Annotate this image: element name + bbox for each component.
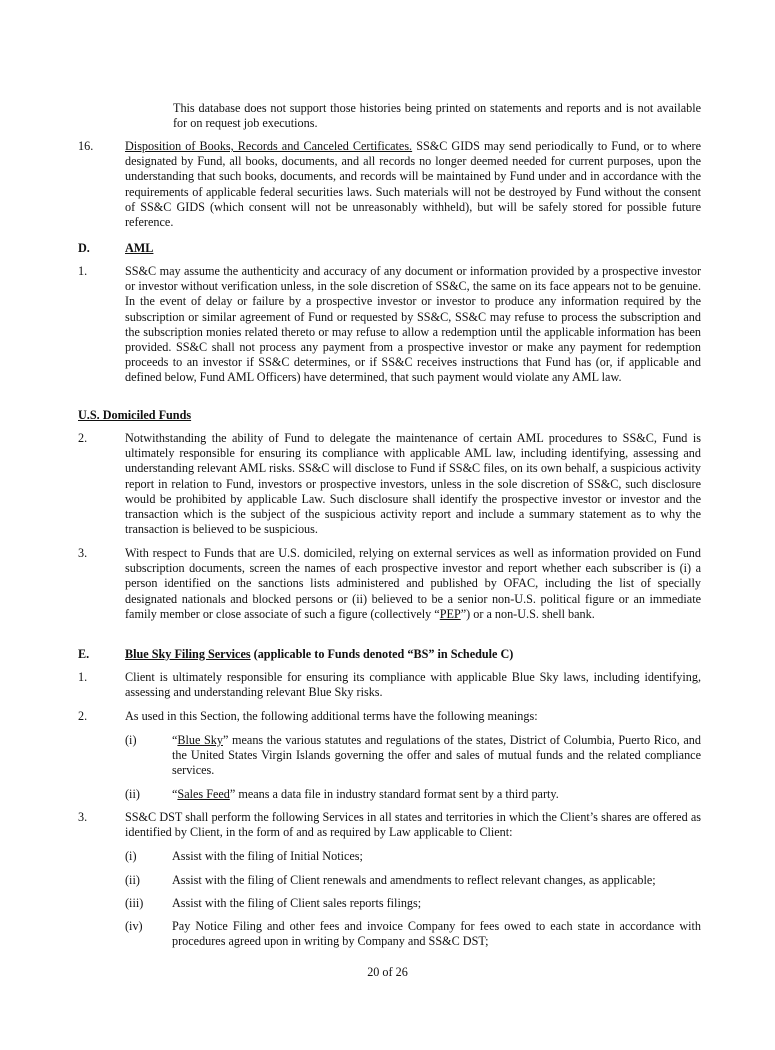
- service-item: Assist with the filing of Initial Notices;: [172, 849, 363, 863]
- quote-close: ”: [229, 787, 236, 801]
- definition-blue-sky: [172, 733, 701, 779]
- pep-term: PEP: [439, 606, 461, 621]
- section-e-heading: [125, 647, 701, 662]
- defined-term: Sales Feed: [177, 787, 230, 801]
- us-domiciled-heading: U.S. Domiciled Funds: [78, 408, 192, 422]
- section-d-item-1: SS&C may assume the authenticity and accuracy of any document or information provided by a prospective investor or investor without verification unless, in the sole discretion of SS&C, the same on its face appears not to be genuine. In the event of delay or failure by a prospective investor or investor to produce any information required by the subscription or similar agreement of Fund or requested by SS&C, SS&C may refuse to process the subscription and the subscription monies related thereto or may refuse to allow a redemption until the applicable information has been provided. SS&C shall not process any payment from a prospective investor or make any payment for redemption proceeds to an investor if SS&C determines, or if SS&C receives instructions that Fund has (or, if applicable and defined below, Fund AML Officers) have determined, that such payment would violate any AML law.: [125, 264, 701, 385]
- item-number: 3.: [78, 810, 88, 824]
- item-16-text: SS&C GIDS may send periodically to Fund, or to where designated by Fund, all books, documents, and all records no longer deemed needed for current purposes, upon the understanding that such books, documents, and records will be maintained by Fund under and in accordance with the requirements of applicable federal securities laws. Such materials will not be destroyed by Fund without the consent of SS&C GIDS (which consent will not be unreasonably withheld), but will be safely stored for possible future reference.: [125, 139, 701, 230]
- item-number: 1.: [78, 264, 88, 278]
- item-number: 3.: [78, 546, 88, 560]
- section-d-title: AML: [125, 241, 154, 255]
- service-item: Assist with the filing of Client sales reports filings;: [172, 896, 422, 910]
- definition-text: means a data file in industry standard format sent by a third party.: [235, 787, 559, 801]
- item-3-text-start: With respect to Funds that are U.S. domiciled, relying on external services as well as information provided on Fund subscription documents, screen the names of each prospective investor and report whether each subscriber is (i) a person identified on the sanctions lists administered and published by OFAC, including the list of specially designated nationals and blocked persons or (ii) believed to be a senior non-U.S. political figure or an immediate family member or close associate of such a figure (collectively “: [125, 546, 701, 621]
- section-e-item-2: As used in this Section, the following additional terms have the following meanings:: [125, 709, 538, 723]
- sub-label: (ii): [125, 873, 140, 887]
- sub-label: (iv): [125, 919, 143, 933]
- sub-label: (i): [125, 849, 137, 863]
- sub-label: (iii): [125, 896, 144, 910]
- section-e-title: Blue Sky Filing Services: [125, 647, 251, 661]
- item-3-text-end: ”) or a non-U.S. shell bank.: [460, 606, 595, 621]
- definition-text: means the various statutes and regulations of the states, District of Columbia, Puerto Rico, and the United States Virgin Islands governing the offer and sales of mutual funds and the related compliance services.: [172, 733, 701, 778]
- section-e-title-suffix: (applicable to Funds denoted “BS” in Schedule C): [253, 647, 514, 661]
- section-e-item-3: SS&C DST shall perform the following Services in all states and territories in which the Client’s shares are offered as identified by Client, in the form of and as required by Law applicable to Client:: [125, 810, 701, 840]
- item-16-heading: Disposition of Books, Records and Canceled Certificates.: [125, 139, 413, 153]
- quote-open: “: [172, 787, 178, 801]
- page-number: 20 of 26: [367, 965, 408, 979]
- defined-term: Blue Sky: [177, 733, 223, 747]
- intro-paragraph: This database does not support those histories being printed on statements and reports and is not available for on request job executions.: [173, 101, 701, 131]
- service-item: Assist with the filing of Client renewals and amendments to reflect relevant changes, as applicable;: [172, 873, 656, 887]
- service-item: Pay Notice Filing and other fees and invoice Company for fees owed to each state in accordance with procedures agreed upon in writing by Company and SS&C DST;: [172, 919, 701, 949]
- item-16-paragraph: [125, 139, 701, 230]
- section-e-item-1: Client is ultimately responsible for ensuring its compliance with applicable Blue Sky laws, including identifying, assessing and understanding relevant Blue Sky risks.: [125, 670, 701, 700]
- section-letter: D.: [78, 241, 90, 255]
- definition-sales-feed: [172, 787, 701, 802]
- item-number: 2.: [78, 431, 88, 445]
- def-label: (ii): [125, 787, 140, 801]
- quote-open: “: [172, 733, 178, 747]
- section-d-item-2: Notwithstanding the ability of Fund to delegate the maintenance of certain AML procedures to SS&C, Fund is ultimately responsible for ensuring its compliance with applicable AML law, including identifying, assessing and understanding relevant AML risks. SS&C will disclose to Fund if SS&C files, on its own behalf, a suspicious activity report in relation to Fund, investors or prospective investors, unless in the sole discretion of SS&C, such disclosure would be prohibited by applicable Law. Such disclosure shall identify the prospective investor or investor and the transaction which is the subject of the suspicious activity report and include a summary statement as to why the transaction is believed to be suspicious.: [125, 431, 701, 537]
- item-number: 16.: [78, 139, 94, 153]
- item-number: 2.: [78, 709, 88, 723]
- section-d-item-3: [125, 546, 701, 622]
- def-label: (i): [125, 733, 137, 747]
- quote-close: ”: [223, 733, 229, 747]
- section-letter: E.: [78, 647, 90, 661]
- item-number: 1.: [78, 670, 88, 684]
